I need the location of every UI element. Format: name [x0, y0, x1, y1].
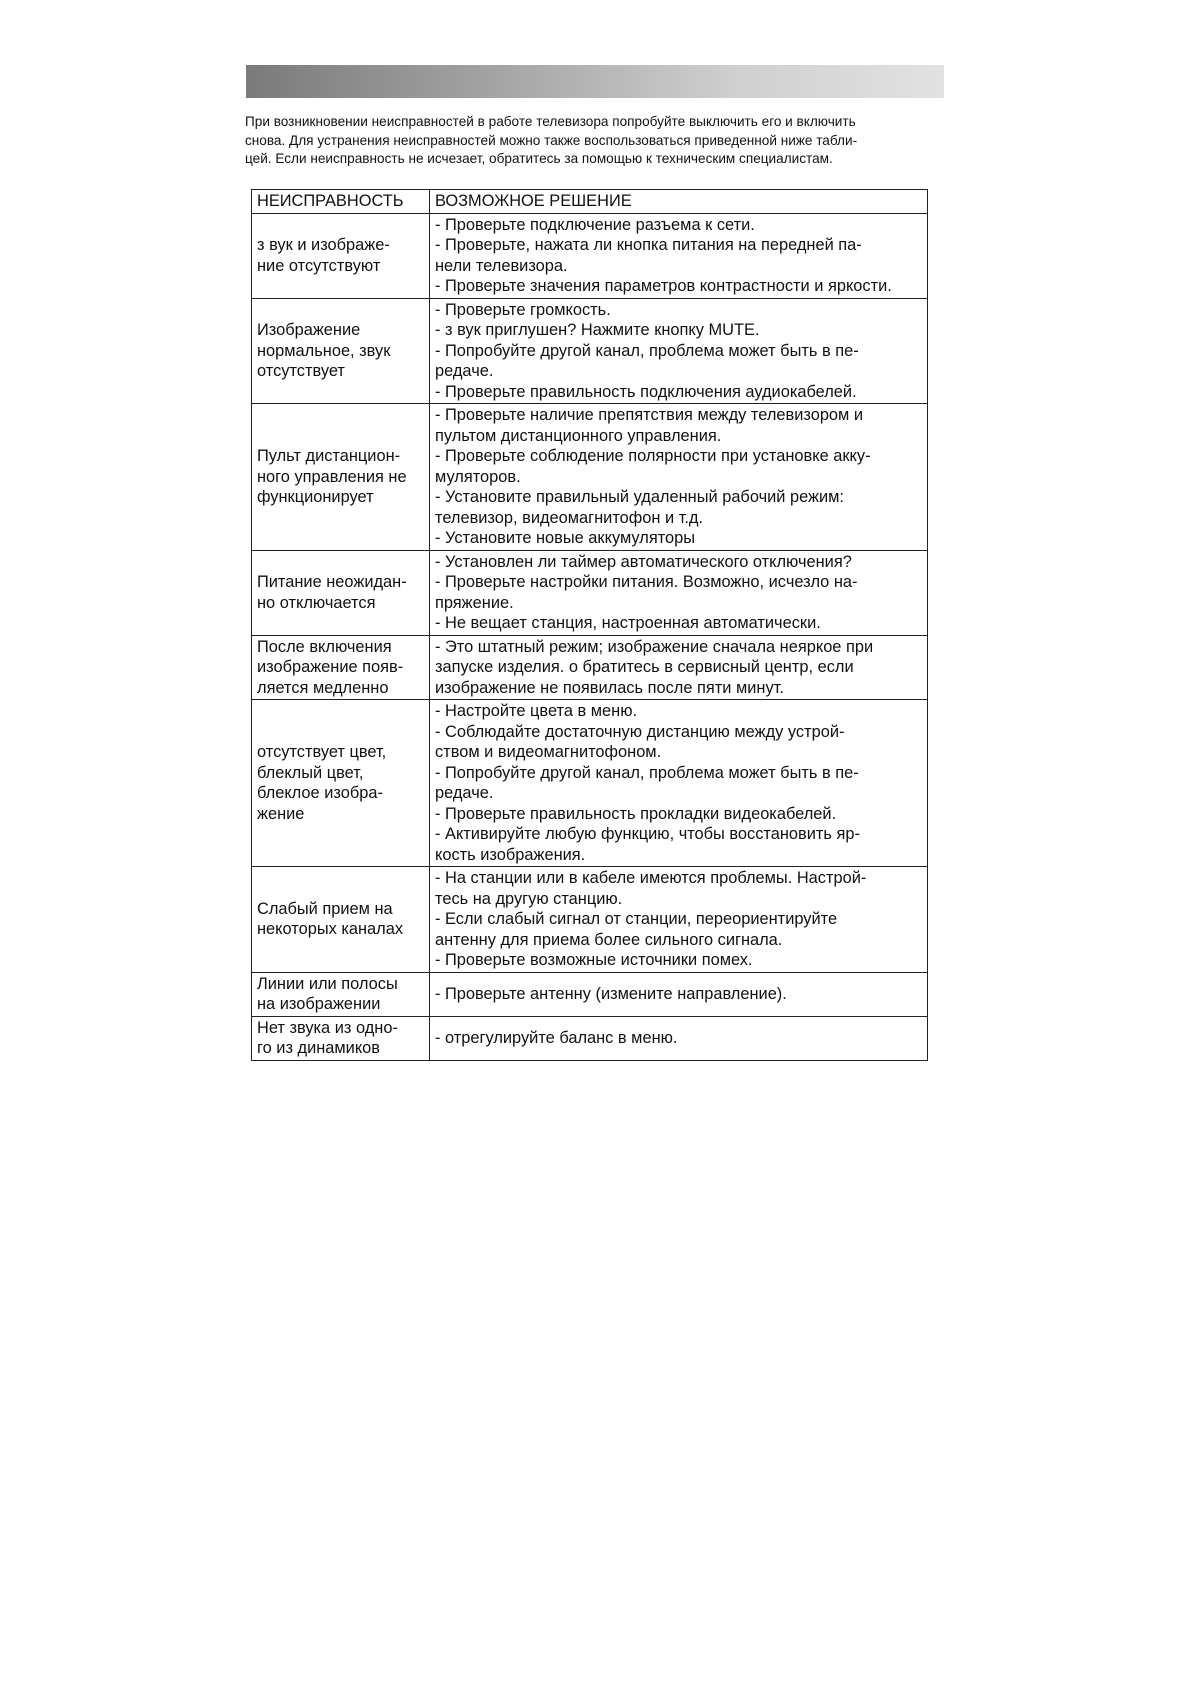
solution-text: - Попробуйте другой канал, проблема может быть в пе-	[435, 763, 859, 782]
solution-cell	[430, 213, 928, 298]
problem-text: з вук и изображе-	[257, 236, 390, 254]
problem-text: Слабый прием на	[257, 899, 393, 918]
intro-line: снова. Для устранения неисправностей можно также воспользоваться приведенной ниже табли-	[245, 132, 858, 148]
problem-text: отсутствует цвет,	[257, 743, 387, 761]
problem-text: ние отсутствуют	[257, 256, 381, 275]
table-row	[252, 972, 928, 1016]
solution-cell	[430, 635, 928, 700]
solution-text: - Проверьте громкость.	[435, 300, 611, 319]
solution-text: пряжение.	[435, 593, 514, 612]
solution-text: - Установите новые аккумуляторы	[435, 529, 696, 547]
solution-text: - Проверьте антенну (измените направление).	[435, 984, 787, 1003]
problem-cell	[252, 550, 430, 635]
solution-cell	[430, 298, 928, 404]
problem-text: Нет звука из одно-	[257, 1018, 398, 1037]
table-row	[252, 298, 928, 404]
solution-text: редаче.	[435, 362, 494, 380]
solution-text: - Проверьте правильность подключения аудиокабелей.	[435, 382, 857, 401]
table-row	[252, 213, 928, 298]
solution-text: - На станции или в кабеле имеются проблемы. Настрой-	[435, 869, 867, 887]
solution-text: - Не вещает станция, настроенная автоматически.	[435, 614, 821, 632]
solution-text: - Проверьте значения параметров контрастности и яркости.	[435, 277, 892, 295]
intro-paragraph	[245, 113, 935, 169]
problem-text: блеклое изобра-	[257, 784, 383, 802]
solution-text: - Это штатный режим; изображение сначала неяркое при	[435, 637, 874, 656]
table-row	[252, 550, 928, 635]
intro-line: При возникновении неисправностей в работе телевизора попробуйте выключить его и включить	[245, 114, 856, 129]
solution-cell	[430, 972, 928, 1016]
solution-text: - Проверьте правильность прокладки видеокабелей.	[435, 804, 837, 823]
header-gradient-bar	[246, 65, 944, 98]
problem-cell	[252, 1016, 430, 1060]
solution-text: - Установите правильный удаленный рабочий режим:	[435, 488, 844, 506]
problem-cell	[252, 635, 430, 700]
solution-text: - отрегулируйте баланс в меню.	[435, 1028, 678, 1047]
solution-text: антенну для приема более сильного сигнала.	[435, 930, 783, 949]
table-row	[252, 867, 928, 973]
solution-cell	[430, 404, 928, 551]
table-row	[252, 404, 928, 551]
solution-text: тесь на другую станцию.	[435, 889, 623, 908]
problem-text: на изображении	[257, 995, 381, 1013]
problem-text: Изображение	[257, 321, 361, 339]
problem-text: го из динамиков	[257, 1039, 381, 1057]
problem-text: нормальное, звук	[257, 341, 391, 360]
problem-text: некоторых каналах	[257, 920, 404, 939]
solution-text: - з вук приглушен? Нажмите кнопку MUTE.	[435, 321, 760, 339]
problem-cell	[252, 867, 430, 973]
solution-cell	[430, 700, 928, 867]
solution-text: - Проверьте наличие препятствия между телевизором и	[435, 406, 864, 424]
solution-text: - Попробуйте другой канал, проблема может быть в пе-	[435, 341, 859, 360]
solution-text: - Проверьте, нажата ли кнопка питания на передней па-	[435, 236, 862, 254]
problem-text: отсутствует	[257, 362, 345, 380]
problem-cell	[252, 298, 430, 404]
solution-text: - Настройте цвета в меню.	[435, 702, 638, 720]
solution-cell	[430, 867, 928, 973]
solution-text: нели телевизора.	[435, 256, 568, 275]
table-header-row	[252, 190, 928, 214]
solution-text: - Проверьте настройки питания. Возможно, исчезло на-	[435, 573, 858, 591]
solution-text: муляторов.	[435, 467, 521, 486]
header-solution: ВОЗМОЖНОЕ РЕШЕНИЕ	[430, 190, 928, 214]
problem-text: ляется медленно	[257, 678, 389, 697]
table-row	[252, 1016, 928, 1060]
solution-text: - Соблюдайте достаточную дистанцию между устрой-	[435, 722, 845, 741]
solution-text: - Проверьте возможные источники помех.	[435, 951, 753, 969]
solution-text: - Если слабый сигнал от станции, переориентируйте	[435, 910, 838, 928]
problem-text: Пульт дистанцион-	[257, 447, 401, 465]
solution-cell	[430, 550, 928, 635]
problem-cell	[252, 972, 430, 1016]
solution-text: - Активируйте любую функцию, чтобы восстановить яр-	[435, 825, 860, 843]
solution-text: - Проверьте подключение разъема к сети.	[435, 215, 755, 234]
problem-text: но отключается	[257, 593, 376, 612]
intro-line: цей. Если неисправность не исчезает, обратитесь за помощью к техническим специалистам.	[245, 151, 833, 166]
problem-text: Линии или полосы	[257, 974, 398, 993]
solution-text: - Установлен ли таймер автоматического отключения?	[435, 552, 852, 571]
table-row	[252, 635, 928, 700]
table-row	[252, 700, 928, 867]
problem-text: блеклый цвет,	[257, 763, 364, 782]
solution-text: запуске изделия. о братитесь в сервисный центр, если	[435, 658, 854, 676]
solution-text: пультом дистанционного управления.	[435, 426, 722, 445]
solution-text: редаче.	[435, 784, 494, 802]
solution-cell	[430, 1016, 928, 1060]
problem-cell	[252, 213, 430, 298]
problem-cell	[252, 404, 430, 551]
problem-text: функционирует	[257, 488, 374, 506]
problem-text: жение	[257, 804, 305, 823]
problem-text: Питание неожидан-	[257, 573, 407, 591]
problem-text: изображение появ-	[257, 658, 404, 676]
header-problem: НЕИСПРАВНОСТЬ	[252, 190, 430, 214]
problem-cell	[252, 700, 430, 867]
solution-text: кость изображения.	[435, 845, 586, 864]
problem-text: После включения	[257, 637, 392, 656]
solution-text: изображение не появилась после пяти минут.	[435, 678, 784, 697]
solution-text: - Проверьте соблюдение полярности при установке акку-	[435, 447, 871, 465]
problem-text: ного управления не	[257, 467, 407, 486]
solution-text: телевизор, видеомагнитофон и т.д.	[435, 508, 704, 527]
troubleshooting-table	[251, 189, 928, 1061]
solution-text: ством и видеомагнитофоном.	[435, 743, 662, 761]
